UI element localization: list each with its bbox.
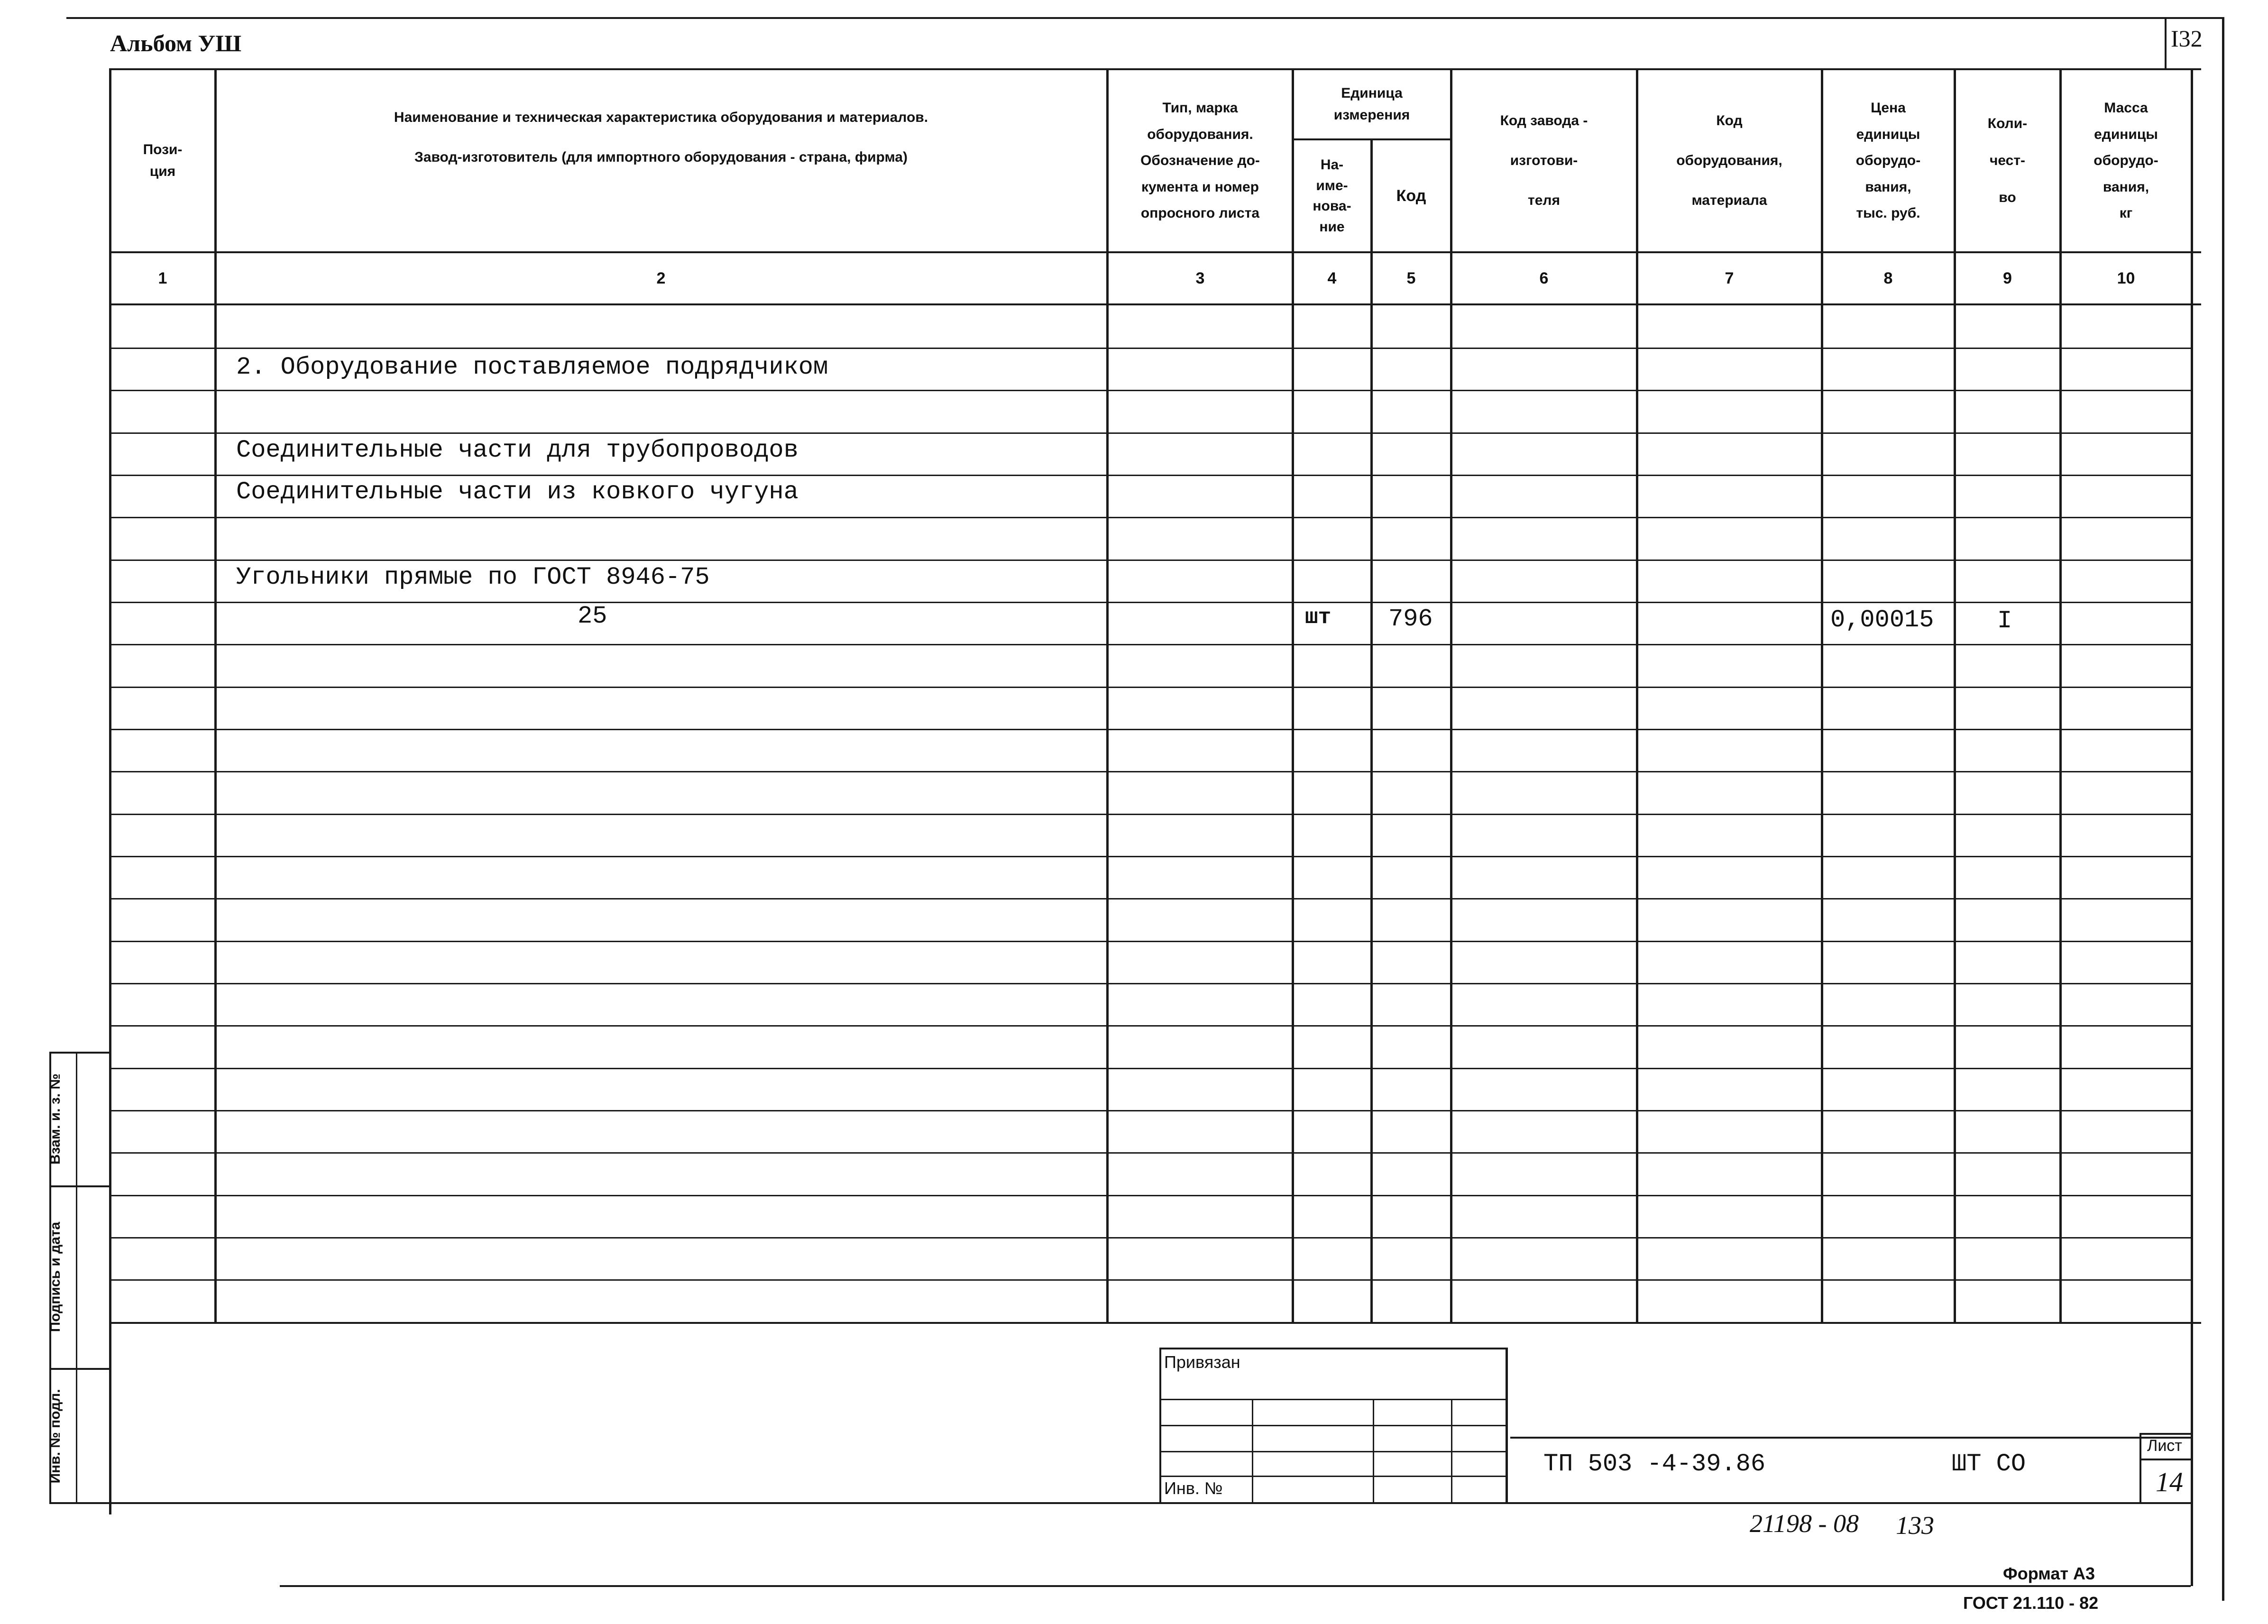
approval-right [1506,1348,1508,1504]
approval-rule-1 [1159,1399,1506,1400]
colnum-bottom-rule [110,303,2201,305]
handwritten-number: 21198 - 08 [1750,1509,1859,1538]
stamp-inner-line [76,1053,77,1503]
titleblock-bottom-rule [49,1502,2193,1504]
row-rule [110,1110,2192,1111]
approval-rule-2 [1159,1425,1506,1426]
section-title: 2. Оборудование поставляемое подрядчиком [236,353,828,381]
header-unit-group: Единица измерения [1333,85,1410,123]
row-rule [110,1068,2192,1069]
item-malleable-iron: Соединительные части из ковкого чугуна [236,478,799,506]
col-line-1 [214,68,217,1324]
format-label: Формат А3 [2003,1564,2095,1583]
col-line-10 [2191,68,2193,1514]
colnum-4: 4 [1327,269,1337,287]
header-qty: Коли- чест- во [1987,116,2028,205]
stamp-signature: Подпись и дата [47,1221,63,1332]
stamp-inv: Инв. № подл. [47,1389,63,1484]
standard-label: ГОСТ 21.110 - 82 [1963,1593,2099,1613]
sheet-number: 14 [2156,1467,2183,1497]
table-bottom-rule [110,1322,2201,1324]
row-rule [110,729,2192,730]
sheet-box-top [2139,1433,2193,1435]
header-price: Цена единицы оборудо- вания, тыс. руб. [1855,100,1921,221]
data-row-price: 0,00015 [1830,606,1934,634]
row-rule [110,390,2192,391]
header-unit-code: Код [1396,186,1426,205]
data-row-qty: I [1997,607,2012,635]
row-rule [110,475,2192,476]
album-title: Альбом УШ [110,30,242,56]
header-type: Тип, марка оборудования. Обозначение до- кумента и номер опросного листа [1140,100,1260,221]
row-rule [110,644,2192,645]
col-line-3 [1292,68,1294,1324]
document-code: ТП 503 -4-39.86 [1543,1450,1766,1478]
top-rule [66,17,2224,19]
page-number: I32 [2171,25,2203,52]
approval-rule-4 [1159,1476,1506,1477]
footer-rule [280,1585,2191,1587]
row-rule [110,1152,2192,1154]
header-unit-name: На- име- нова- ние [1313,157,1351,235]
inv-label: Инв. № [1164,1478,1223,1498]
colnum-5: 5 [1406,269,1416,287]
colnum-9: 9 [2003,269,2012,287]
sheet-box-mid [2139,1459,2193,1460]
row-rule [110,1279,2192,1281]
colnum-3: 3 [1195,269,1205,287]
col-line-4 [1370,138,1373,1324]
colnum-2: 2 [656,269,666,287]
col-line-0 [109,68,111,1514]
item-elbows: Угольники прямые по ГОСТ 8946-75 [236,563,710,591]
row-rule [110,771,2192,772]
header-equip-code: Код оборудования, материала [1676,113,1782,208]
col-line-8 [1954,68,1956,1324]
unit-group-rule [1293,138,1451,140]
colnum-10: 10 [2117,269,2135,287]
col-line-2 [1106,68,1109,1324]
col-line-5 [1450,68,1452,1324]
page-number-box-left [2165,17,2167,69]
row-rule [110,814,2192,815]
row-rule [110,602,2192,603]
colnum-8: 8 [1883,269,1893,287]
approval-rule-3 [1159,1451,1506,1452]
stamp-divider-1 [49,1185,110,1187]
row-rule [110,517,2192,518]
item-pipe-fittings: Соединительные части для трубопроводов [236,436,799,464]
sheet-box-left [2139,1433,2141,1504]
row-rule [110,898,2192,899]
approved-label: Привязан [1164,1352,1240,1372]
table-top-rule [110,68,2201,70]
document-suffix: ШТ СО [1952,1450,2026,1478]
row-rule [110,1237,2192,1239]
handwritten-page: 133 [1896,1511,1934,1540]
row-rule [110,1025,2192,1027]
header-mass: Масса единицы оборудо- вания, кг [2094,100,2158,221]
header-position: Пози- ция [143,141,183,179]
data-row-name: 25 [578,602,607,630]
colnum-1: 1 [158,269,167,287]
colnum-7: 7 [1725,269,1734,287]
col-line-6 [1636,68,1638,1324]
titleblock-top-rule [1510,1437,2193,1439]
row-rule [110,941,2192,942]
row-rule [110,348,2192,349]
data-row-unit: шт [1305,605,1331,630]
approval-col-3 [1451,1399,1452,1503]
header-bottom-rule [110,251,2201,253]
data-row-unit-code: 796 [1388,605,1433,633]
approval-top [1159,1348,1506,1349]
col-line-9 [2059,68,2062,1324]
colnum-6: 6 [1539,269,1549,287]
row-rule [110,1195,2192,1196]
row-rule [110,687,2192,688]
header-factory-code: Код завода - изготови- теля [1500,113,1588,208]
approval-col-2 [1373,1399,1374,1503]
col-line-7 [1821,68,1823,1324]
row-rule [110,560,2192,561]
stamp-replace: Взам. и. з. № [47,1073,63,1165]
footer-rule-right [2191,1503,2193,1586]
header-name: Наименование и техническая характеристика оборудования и материалов. Завод-изготовитель (для импортного оборудования - страна, фирма) [394,110,928,165]
right-frame [2222,17,2224,1601]
approval-col-1 [1252,1399,1253,1503]
sheet-label: Лист [2147,1437,2182,1455]
stamp-frame-top [49,1052,110,1054]
row-rule [110,856,2192,857]
row-rule [110,983,2192,984]
row-rule [110,432,2192,434]
